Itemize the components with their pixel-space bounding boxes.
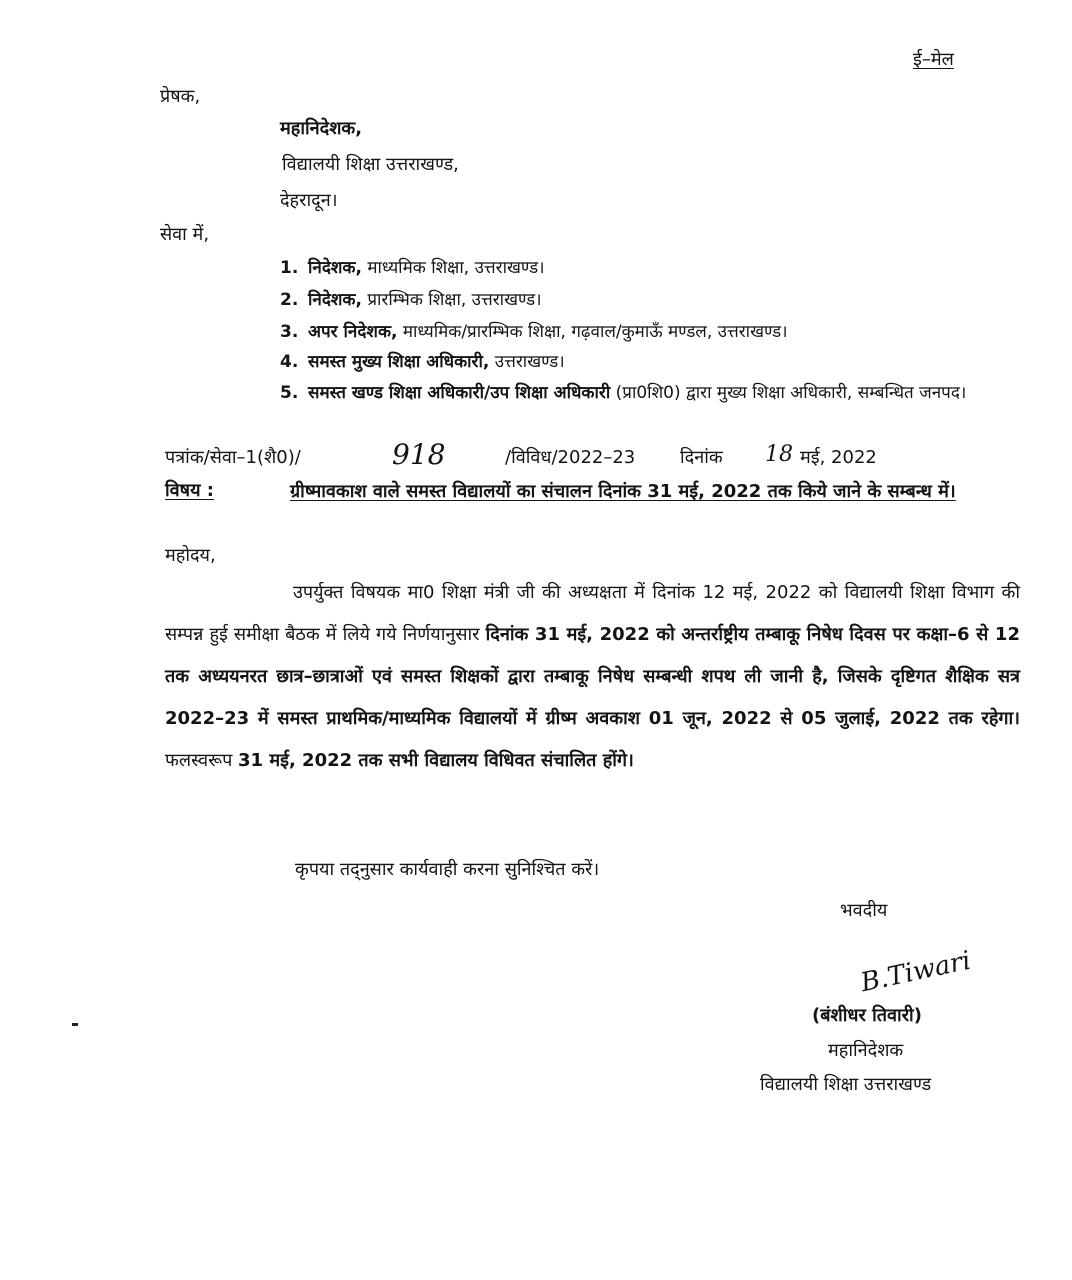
recipient-title: निदेशक, (308, 290, 362, 310)
recipient-item (280, 346, 565, 378)
recipient-number: 2. (280, 290, 299, 310)
body-paragraph (165, 572, 1020, 782)
recipient-title: अपर निदेशक, (308, 322, 398, 342)
recipient-item (280, 316, 788, 348)
reference-prefix: पत्रांक/सेवा–1(शै0)/ (165, 447, 301, 468)
recipient-item (280, 284, 542, 316)
recipient-number: 3. (280, 322, 299, 342)
subject-label: विषय : (165, 480, 214, 501)
signatory-department: विद्यालयी शिक्षा उत्तराखण्ड (760, 1074, 932, 1095)
sender-department: विद्यालयी शिक्षा उत्तराखण्ड, (282, 154, 459, 175)
signatory-designation: महानिदेशक (828, 1040, 904, 1061)
body-text: उपर्युक्त विषयक मा0 शिक्षा मंत्री जी की अध्यक्षता में दिनांक 12 मई, 2022 को विद्यालयी शिक्षा विभाग की सम्पन्न हुई समीक्षा बैठक में लिये गये निर्णयानुसार (165, 582, 1021, 645)
sender-label: प्रेषक, (160, 86, 201, 107)
body-bold-text: दिनांक 31 मई, 2022 को अन्तर्राष्ट्रीय तम्बाकू निषेध दिवस पर कक्षा–6 से 12 तक अध्ययनरत छात्र–छात्राओं एवं समस्त शिक्षकों द्वारा तम्बाकू निषेध सम्बन्धी शपथ ली जानी है, जिसके दृष्टिगत शैक्षिक सत्र 2022–23 में समस्त प्राथमिक/माध्यमिक विद्यालयों में ग्रीष्म अवकाश 01 जून, 2022 से 05 जुलाई, 2022 तक रहेगा। (165, 624, 1020, 729)
request-line: कृपया तद्नुसार कार्यवाही करना सुनिश्चित करें। (295, 859, 600, 880)
recipient-detail: माध्यमिक/प्रारम्भिक शिक्षा, गढ़वाल/कुमाऊँ मण्डल, उत्तराखण्ड। (397, 322, 788, 342)
reference-suffix: /विविध/2022–23 (505, 447, 636, 468)
salutation: महोदय, (165, 545, 216, 566)
sender-city: देहरादून। (280, 190, 338, 211)
sender-designation: महानिदेशक, (280, 118, 363, 139)
recipient-item (280, 252, 545, 284)
recipient-number: 5. (280, 383, 299, 403)
recipients-label: सेवा में, (160, 224, 210, 245)
reference-date-day: 18 (765, 442, 793, 467)
recipient-title: समस्त मुख्य शिक्षा अधिकारी, (308, 352, 490, 372)
recipient-detail: (प्रा0शि0) द्वारा मुख्य शिक्षा अधिकारी, सम्बन्धित जनपद। (610, 383, 967, 403)
recipient-item (280, 377, 1025, 409)
recipient-detail: प्रारम्भिक शिक्षा, उत्तराखण्ड। (361, 290, 542, 310)
email-mark: ई–मेल (913, 49, 954, 70)
recipient-number: 1. (280, 258, 299, 278)
recipient-title: समस्त खण्ड शिक्षा अधिकारी/उप शिक्षा अधिकारी (308, 383, 611, 403)
subject-text: ग्रीष्मावकाश वाले समस्त विद्यालयों का संचालन दिनांक 31 मई, 2022 तक किये जाने के सम्बन्ध में। (290, 481, 956, 502)
signature: B.Tiwari (858, 945, 974, 999)
signatory-name: (बंशीधर तिवारी) (812, 1005, 922, 1026)
reference-date-rest: मई, 2022 (800, 447, 877, 468)
reference-date-label: दिनांक (680, 447, 723, 468)
body-text: फलस्वरूप (165, 750, 239, 771)
recipient-detail: उत्तराखण्ड। (489, 352, 565, 372)
body-bold-text: 31 मई, 2022 तक सभी विद्यालय विधिवत संचालित होंगे। (238, 750, 634, 771)
reference-number: 918 (392, 438, 446, 471)
valediction: भवदीय (840, 900, 888, 921)
scan-speck (72, 1023, 78, 1026)
recipient-title: निदेशक, (308, 258, 362, 278)
recipient-detail: माध्यमिक शिक्षा, उत्तराखण्ड। (361, 258, 545, 278)
recipient-number: 4. (280, 352, 299, 372)
